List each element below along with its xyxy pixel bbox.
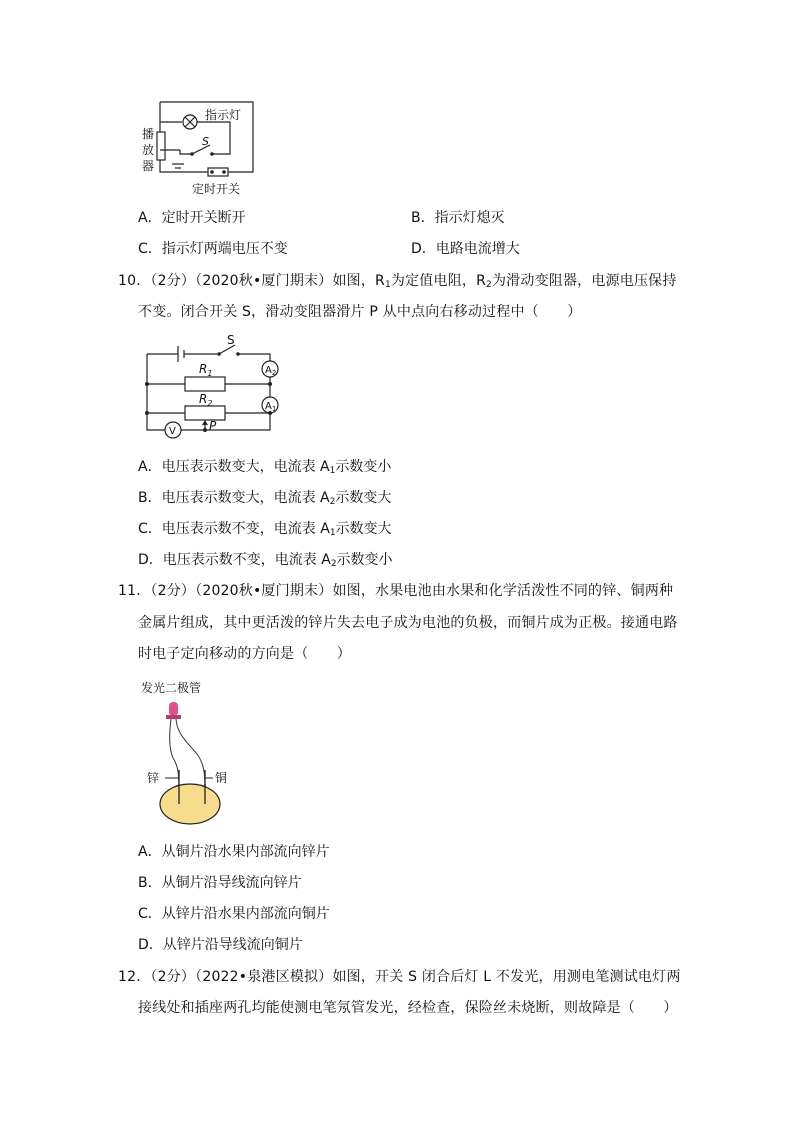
a2-label: A <box>265 365 272 376</box>
q11-stem-line2: 金属片组成，其中更活泼的锌片失去电子成为电池的负极，而铜片成为正极。接通电路 <box>138 615 678 631</box>
q10-stem-line2: 不变。闭合开关 S，滑动变阻器滑片 P 从中点向右移动过程中（ ） <box>138 304 582 320</box>
timer-switch-label: 定时开关 <box>192 182 241 196</box>
q10-option-b: B．电压表示数变大，电流表 $A_2$示数变大 <box>138 490 392 507</box>
player-label-2: 放 <box>142 143 155 157</box>
r1-label: R <box>199 362 208 376</box>
q10-score: （2分） <box>150 273 196 289</box>
q12-stem-line2: 接线处和插座两孔均能使测电笔氖管发光，经检查，保险丝未烧断，则故障是（ ） <box>138 1000 678 1016</box>
r1-resistor <box>185 377 225 391</box>
q9-circuit-diagram <box>130 92 270 202</box>
q10-option-c: C．电压表示数不变，电流表 $A_1$示数变大 <box>138 521 392 538</box>
q11-option-d: D．从锌片沿导线流向铜片 <box>138 937 303 953</box>
q11-source: （2020秋•厦门期末） <box>195 583 333 599</box>
q10-number: 10． <box>118 273 151 289</box>
led-label: 发光二极管 <box>141 681 202 695</box>
q11-score: （2分） <box>150 583 196 599</box>
zinc-label: 锌 <box>147 771 160 785</box>
r2-resistor <box>185 406 225 420</box>
slider-p-label: P <box>209 419 217 433</box>
q11-number: 11． <box>118 583 151 599</box>
svg-text:A2: $A_2$ <box>265 365 277 377</box>
q9-option-a: A．定时开关断开 <box>138 210 246 226</box>
q11-stem-line1: 11．（2分）（2020秋•厦门期末）如图，水果电池由水果和化学活泼性不同的锌、铜两种 <box>118 583 674 599</box>
r2-label: R <box>199 392 208 406</box>
q11-fruit-battery-diagram <box>135 676 245 826</box>
q10-circuit-diagram <box>135 330 295 445</box>
q11-option-c: C．从锌片沿水果内部流向铜片 <box>138 906 330 922</box>
q9-option-b: B．指示灯熄灭 <box>411 210 505 226</box>
q9-option-d: D．电路电流增大 <box>411 241 520 257</box>
player-label-1: 播 <box>142 127 155 141</box>
q11-option-a: A．从铜片沿水果内部流向锌片 <box>138 844 330 860</box>
q12-source: （2022•泉港区模拟） <box>195 969 333 985</box>
indicator-label: 指示灯 <box>205 108 242 122</box>
svg-text:R1: $R_1$ <box>199 362 213 378</box>
player-resistor <box>157 132 165 160</box>
copper-label: 铜 <box>215 771 228 785</box>
q10-source: （2020秋•厦门期末） <box>195 273 333 289</box>
switch-s-label: S <box>202 135 209 148</box>
q10-switch-label: S <box>227 333 235 347</box>
q9-option-c: C．指示灯两端电压不变 <box>138 241 288 257</box>
q12-stem-line1: 12．（2分）（2022•泉港区模拟）如图，开关 S 闭合后灯 L 不发光，用测电笔测试电灯两 <box>118 969 681 985</box>
svg-text:A1: $A_1$ <box>265 401 277 413</box>
q11-option-b: B．从铜片沿导线流向锌片 <box>138 875 302 891</box>
slider-p-arrow <box>202 420 208 425</box>
q10-stem-line1: 10．（2分）（2020秋•厦门期末）如图，$R_1$为定值电阻，$R_2$为滑动变阻器，电源电压保持 <box>118 273 677 290</box>
q10-option-d: D．电压表示数不变，电流表 $A_2$示数变小 <box>138 552 393 569</box>
a1-label: A <box>265 401 272 412</box>
q10-option-a: A．电压表示数变大，电流表 $A_1$示数变小 <box>138 459 392 476</box>
svg-text:R2: $R_2$ <box>199 392 213 408</box>
q12-score: （2分） <box>150 969 196 985</box>
player-label-3: 器 <box>142 159 155 173</box>
q12-number: 12． <box>118 969 151 985</box>
led-bulb <box>169 702 178 716</box>
voltmeter-label: V <box>169 426 176 437</box>
fruit <box>160 784 220 824</box>
q11-stem-line3: 时电子定向移动的方向是（ ） <box>138 646 351 662</box>
